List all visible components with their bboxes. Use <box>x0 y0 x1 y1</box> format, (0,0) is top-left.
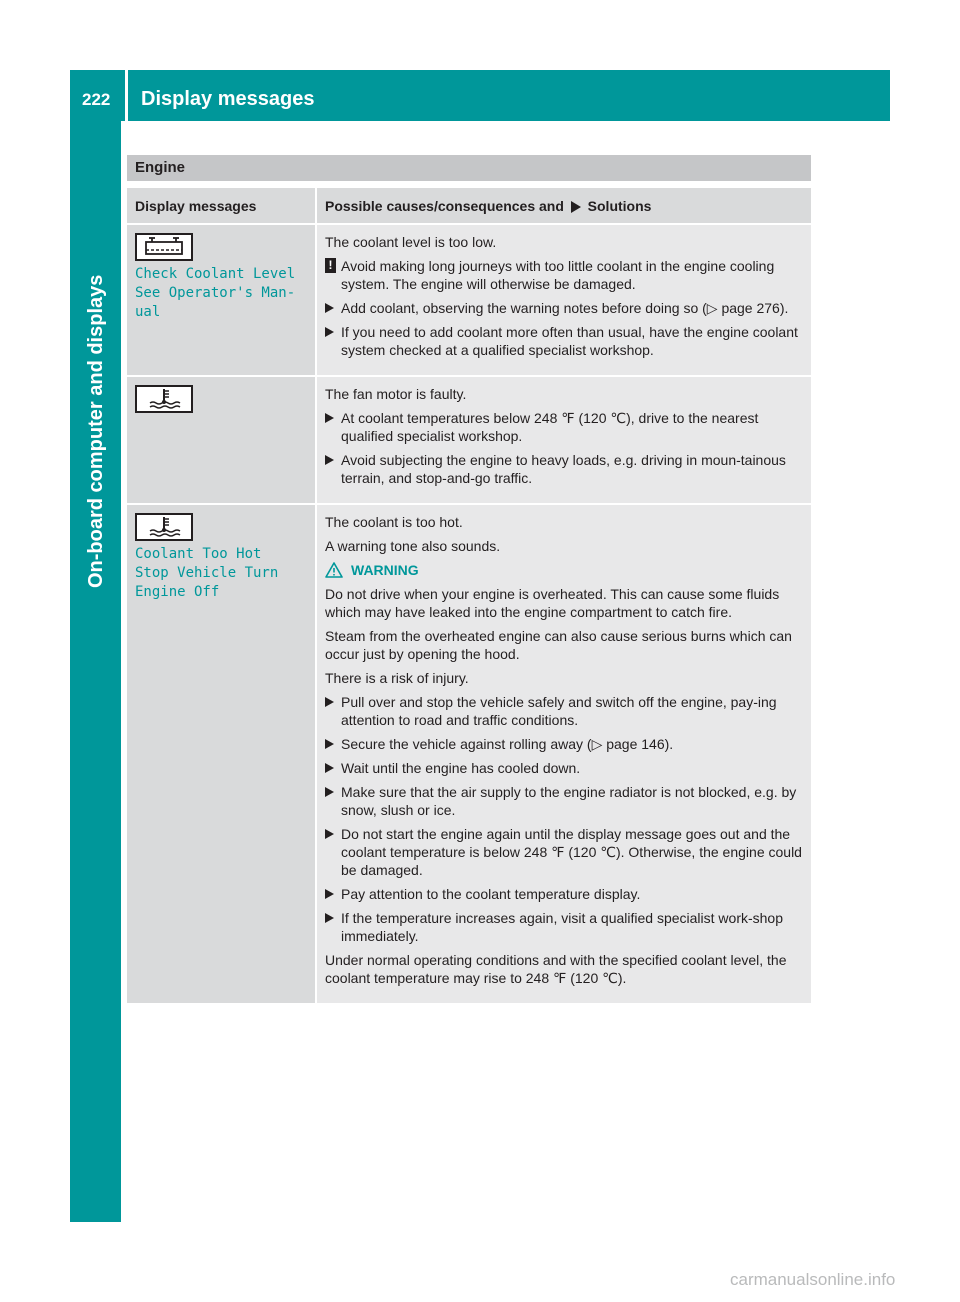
warning-heading <box>325 561 803 579</box>
step-text: Wait until the engine has cooled down. <box>341 760 581 776</box>
step-item <box>325 451 803 487</box>
table-row <box>127 224 811 376</box>
step-item <box>325 909 803 945</box>
coolant-temperature-icon <box>135 385 193 413</box>
table-row <box>127 376 811 504</box>
solution-arrow-icon <box>571 201 581 213</box>
step-text: Make sure that the air supply to the engine radiator is not blocked, e.g. by snow, slush or ice. <box>341 784 797 818</box>
step-text: Add coolant, observing the warning notes before doing so (▷ page 276). <box>341 300 789 316</box>
step-item <box>325 735 803 753</box>
step-item <box>325 323 803 359</box>
step-text: Pay attention to the coolant temperature display. <box>341 886 641 902</box>
table-header-row <box>127 188 811 224</box>
causes-cell <box>316 376 811 504</box>
warning-triangle-icon <box>325 562 343 578</box>
step-arrow-icon <box>325 697 334 707</box>
step-arrow-icon <box>325 303 334 313</box>
col-header-solutions-text: Solutions <box>587 198 652 214</box>
step-arrow-icon <box>325 455 334 465</box>
step-arrow-icon <box>325 913 334 923</box>
step-item <box>325 299 803 317</box>
display-cell <box>127 504 316 1004</box>
watermark: carmanualsonline.info <box>730 1270 896 1289</box>
step-text: At coolant temperatures below 248 ℉ (120 ℃), drive to the nearest qualified specialist workshop. <box>341 410 759 444</box>
step-arrow-icon <box>325 763 334 773</box>
display-cell <box>127 224 316 376</box>
warning-text: Steam from the overheated engine can also cause serious burns which can occur just by opening the hood. <box>325 628 792 662</box>
step-item <box>325 409 803 445</box>
step-text: Pull over and stop the vehicle safely and switch off the engine, pay-ing attention to road and traffic conditions. <box>341 694 777 728</box>
notice-icon: ! <box>325 258 336 273</box>
step-text: Secure the vehicle against rolling away (▷ page 146). <box>341 736 674 752</box>
col-header-display-messages: Display messages <box>127 188 316 224</box>
cause-text: The coolant is too hot. <box>325 514 463 530</box>
step-arrow-icon <box>325 889 334 899</box>
display-messages-table <box>127 188 811 1005</box>
display-message-text: Coolant Too Hot Stop Vehicle Turn Engine Off <box>135 546 279 600</box>
step-text: Do not start the engine again until the display message goes out and the coolant temperature is below 248 ℉ (120 ℃). Otherwise, the engine could be damaged. <box>341 826 802 878</box>
step-text: If the temperature increases again, visit a qualified specialist work-shop immediately. <box>341 910 783 944</box>
page-number: 222 <box>82 90 111 109</box>
display-cell <box>127 376 316 504</box>
step-text: If you need to add coolant more often than usual, have the engine coolant system checked at a qualified specialist workshop. <box>341 324 798 358</box>
warning-text: There is a risk of injury. <box>325 670 469 686</box>
cause-text: The fan motor is faulty. <box>325 386 467 402</box>
note-item <box>325 257 803 293</box>
causes-cell <box>316 504 811 1004</box>
step-item <box>325 759 803 777</box>
causes-cell <box>316 224 811 376</box>
step-arrow-icon <box>325 829 334 839</box>
display-message-text: Check Coolant Level See Operator's Man- ual <box>135 266 296 320</box>
closing-text: Under normal operating conditions and with the specified coolant level, the coolant temperature may rise to 248 ℉ (120 ℃). <box>325 952 787 986</box>
step-item <box>325 783 803 819</box>
coolant-temperature-icon <box>135 513 193 541</box>
table-row <box>127 504 811 1004</box>
page-header <box>70 70 890 121</box>
cause-text: The coolant level is too low. <box>325 234 497 250</box>
step-item <box>325 825 803 879</box>
step-arrow-icon <box>325 787 334 797</box>
side-label: On-board computer and displays <box>85 274 107 588</box>
col-header-causes-text: Possible causes/consequences and <box>325 198 564 214</box>
step-item <box>325 885 803 903</box>
warning-text: Do not drive when your engine is overheated. This can cause some fluids which may have leaked into the engine compartment to catch fire. <box>325 586 780 620</box>
step-arrow-icon <box>325 413 334 423</box>
section-title-text: Engine <box>135 159 186 176</box>
step-arrow-icon <box>325 739 334 749</box>
header-title: Display messages <box>141 88 315 110</box>
cause-text-2: A warning tone also sounds. <box>325 538 501 554</box>
step-item <box>325 693 803 729</box>
warning-label: WARNING <box>351 562 419 578</box>
col-header-causes <box>316 188 811 224</box>
header-divider <box>125 70 128 121</box>
coolant-reservoir-icon <box>135 233 193 261</box>
section-title <box>127 155 811 181</box>
note-text: Avoid making long journeys with too little coolant in the engine cooling system. The engine will otherwise be damaged. <box>341 258 775 292</box>
step-text: Avoid subjecting the engine to heavy loads, e.g. driving in moun-tainous terrain, and stop-and-go traffic. <box>341 452 786 486</box>
step-arrow-icon <box>325 327 334 337</box>
